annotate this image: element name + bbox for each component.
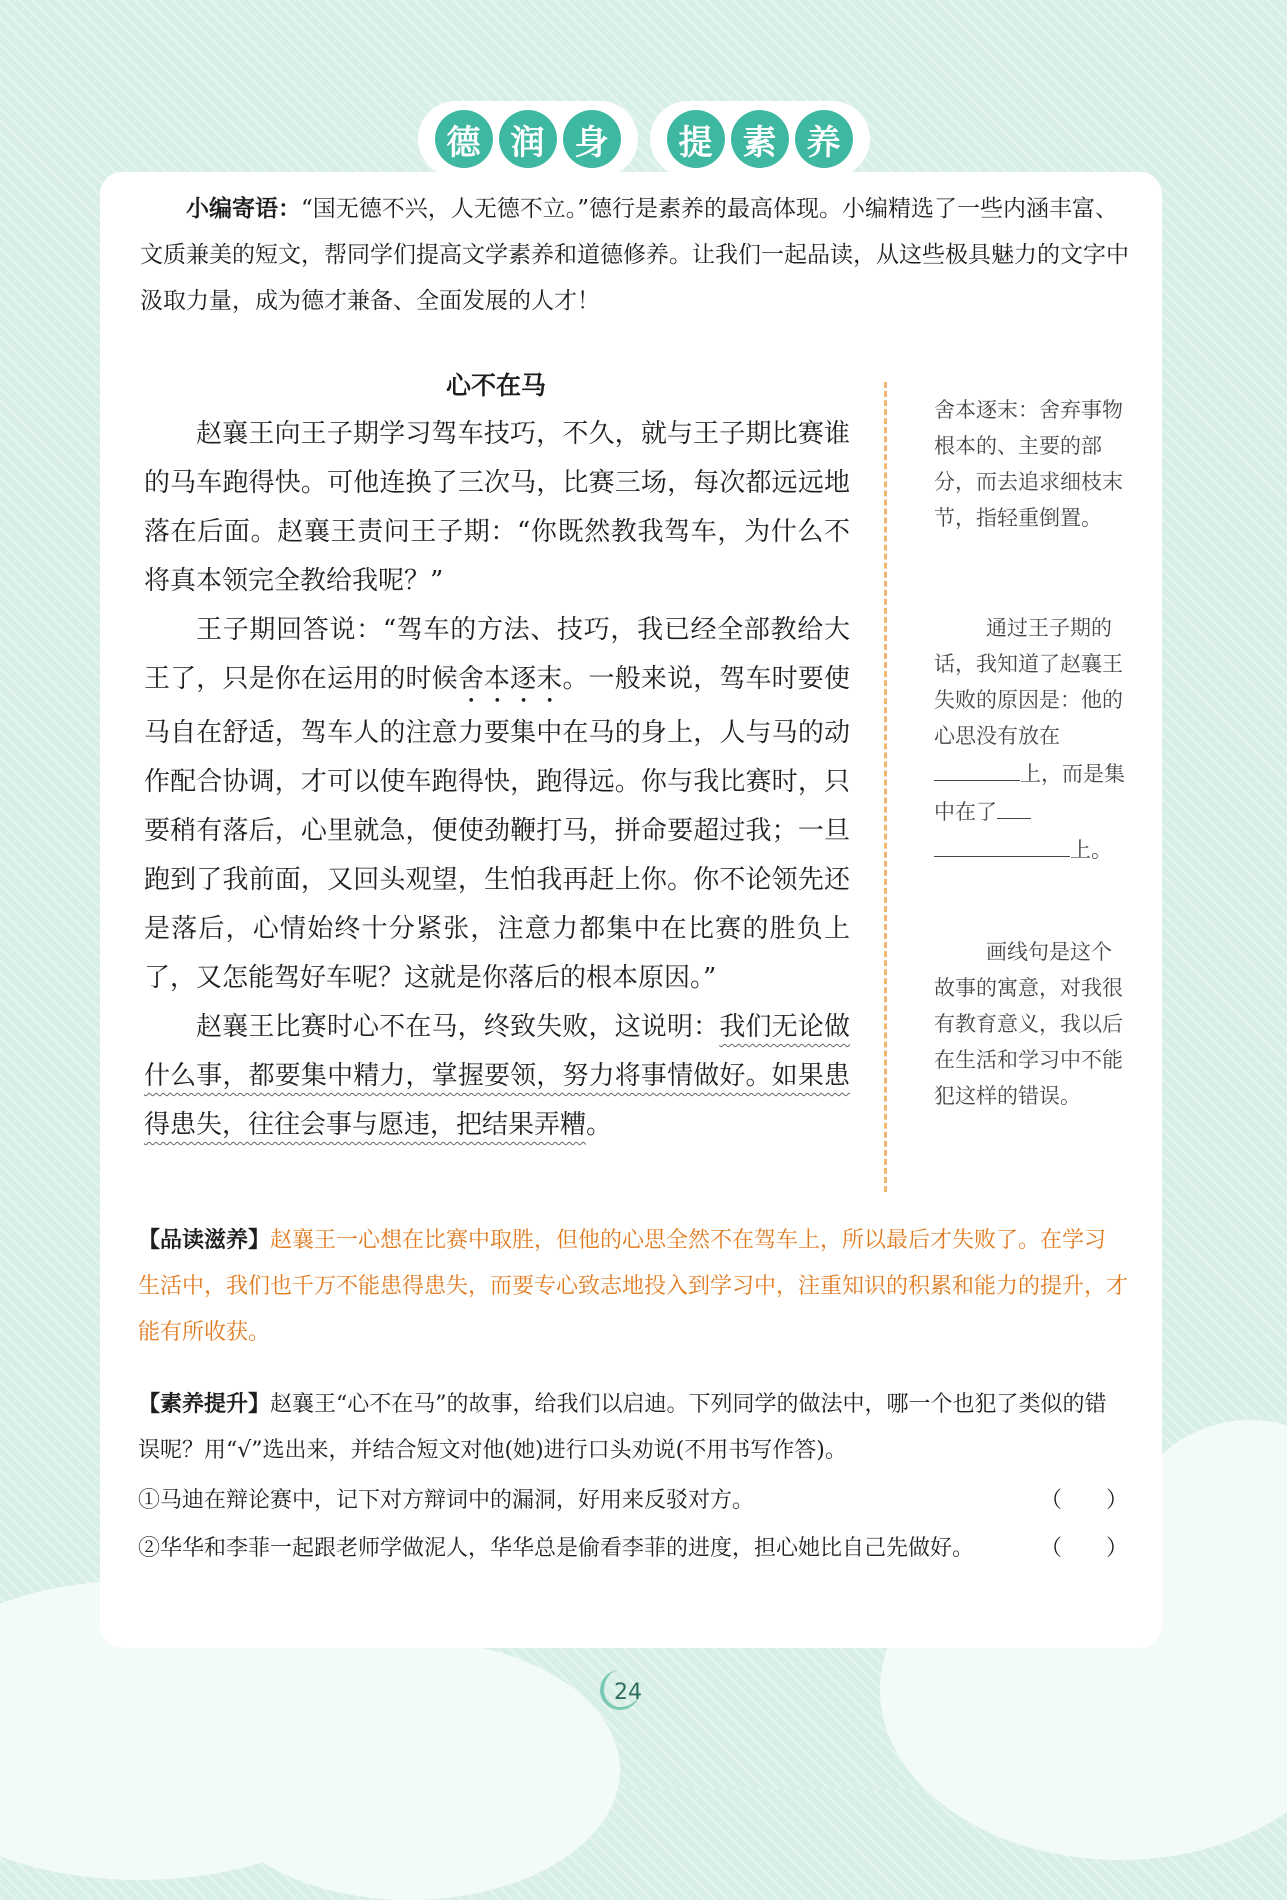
answer-blank[interactable] bbox=[934, 830, 1070, 857]
story-title: 心不在马 bbox=[445, 371, 546, 400]
page-number bbox=[598, 1670, 658, 1714]
underlined-moral: 我们无论做什么事，都要集中精力，掌握要领，努力将事情做好。如果患得患失，往往会事与愿违，把结果弄糟 bbox=[144, 1012, 850, 1140]
side-note-fill-blank bbox=[934, 610, 1130, 868]
option-text: ②华华和李菲一起跟老师学做泥人，华华总是偷看李菲的进度，担心她比自己先做好。 bbox=[138, 1536, 975, 1561]
story-text: 赵襄王比赛时心不在马，终致失败，这说明： bbox=[196, 1012, 720, 1042]
story-paragraph bbox=[144, 1003, 850, 1150]
question-option bbox=[138, 1486, 1128, 1516]
side-note-reflection: 画线句是这个故事的寓意，对我很有教育意义，我以后在生活和学习中不能犯这样的错误。 bbox=[934, 940, 1123, 1108]
banner-pill-right bbox=[653, 104, 867, 174]
page-number-text: 24 bbox=[614, 1679, 642, 1705]
side-note-definition: 舍本逐末：舍弃事物根本的、主要的部分，而去追求细枝末节，指轻重倒置。 bbox=[934, 398, 1123, 530]
check-box[interactable]: （ ） bbox=[1039, 1536, 1128, 1561]
improvement-label: 【素养提升】 bbox=[138, 1392, 271, 1417]
appreciation-label: 【品读滋养】 bbox=[138, 1228, 271, 1253]
banner-char: 提 bbox=[667, 110, 725, 168]
improvement-section bbox=[138, 1382, 1128, 1474]
intro-label: 小编寄语： bbox=[186, 196, 301, 222]
story-text: 。 bbox=[586, 1110, 613, 1140]
story-paragraph: 赵襄王向王子期学习驾车技巧，不久，就与王子期比赛谁的马车跑得快。可他连换了三次马，比赛三场，每次都远远地落在后面。赵襄王责问王子期：“你既然教我驾车，为什么不将真本领完全教给我呢？” bbox=[144, 419, 850, 596]
answer-blank[interactable] bbox=[997, 792, 1031, 819]
intro-text: “国无德不兴，人无德不立。”德行是素养的最高体现。小编精选了一些内涵丰富、文质兼美的短文，帮同学们提高文学素养和道德修养。让我们一起品读，从这些极具魅力的文字中汲取力量，成为德才兼备、全面发展的人才！ bbox=[140, 196, 1129, 314]
story-paragraph bbox=[144, 606, 850, 1003]
cloud-decoration bbox=[200, 1640, 620, 1900]
improvement-text: 赵襄王“心不在马”的故事，给我们以启迪。下列同学的做法中，哪一个也犯了类似的错误呢？用“√”选出来，并结合短文对他(她)进行口头劝说(不用书写作答)。 bbox=[138, 1392, 1107, 1463]
option-text: ①马迪在辩论赛中，记下对方辩词中的漏洞，好用来反驳对方。 bbox=[138, 1488, 755, 1513]
note-text: 通过王子期的话，我知道了赵襄王失败的原因是：他的心思没有放在 bbox=[934, 616, 1123, 748]
banner-char: 养 bbox=[795, 110, 853, 168]
story-body bbox=[144, 410, 850, 1150]
dashed-divider bbox=[884, 382, 887, 1192]
banner-char: 身 bbox=[563, 110, 621, 168]
banner-char: 德 bbox=[435, 110, 493, 168]
story-text: 。一般来说，驾车时要使马自在舒适，驾车人的注意力要集中在马的身上，人与马的动作配合协调，才可以使车跑得快，跑得远。你与我比赛时，只要稍有落后，心里就急，便使劲鞭打马，拼命要超过我；一旦跑到了我前面，又回头观望，生怕我再赶上你。你不论领先还是落后，心情始终十分紧张，注意力都集中在比赛的胜负上了，又怎能驾好车呢？这就是你落后的根本原因。” bbox=[144, 664, 850, 993]
emphasized-idiom: 舍本逐末 bbox=[457, 664, 563, 694]
editor-intro bbox=[140, 186, 1130, 324]
appreciation-text: 赵襄王一心想在比赛中取胜，但他的心思全然不在驾车上，所以最后才失败了。在学习生活中，我们也千万不能患得患失，而要专心致志地投入到学习中，注重知识的积累和能力的提升，才能有所收获。 bbox=[138, 1228, 1129, 1345]
banner-char: 素 bbox=[731, 110, 789, 168]
answer-blank[interactable] bbox=[934, 754, 1020, 781]
banner-char: 润 bbox=[499, 110, 557, 168]
note-text: 上。 bbox=[1070, 838, 1112, 862]
note-text: 上，而是集中在了 bbox=[934, 762, 1125, 824]
appreciation-section bbox=[138, 1218, 1128, 1356]
section-banner bbox=[0, 104, 1287, 174]
story-text: 王子期回答说：“驾车的方法、技巧，我已经全部教给大王了，只是你在运用的时候 bbox=[144, 615, 850, 694]
check-box[interactable]: （ ） bbox=[1039, 1488, 1128, 1513]
banner-pill-left bbox=[421, 104, 635, 174]
question-option bbox=[138, 1534, 1128, 1564]
